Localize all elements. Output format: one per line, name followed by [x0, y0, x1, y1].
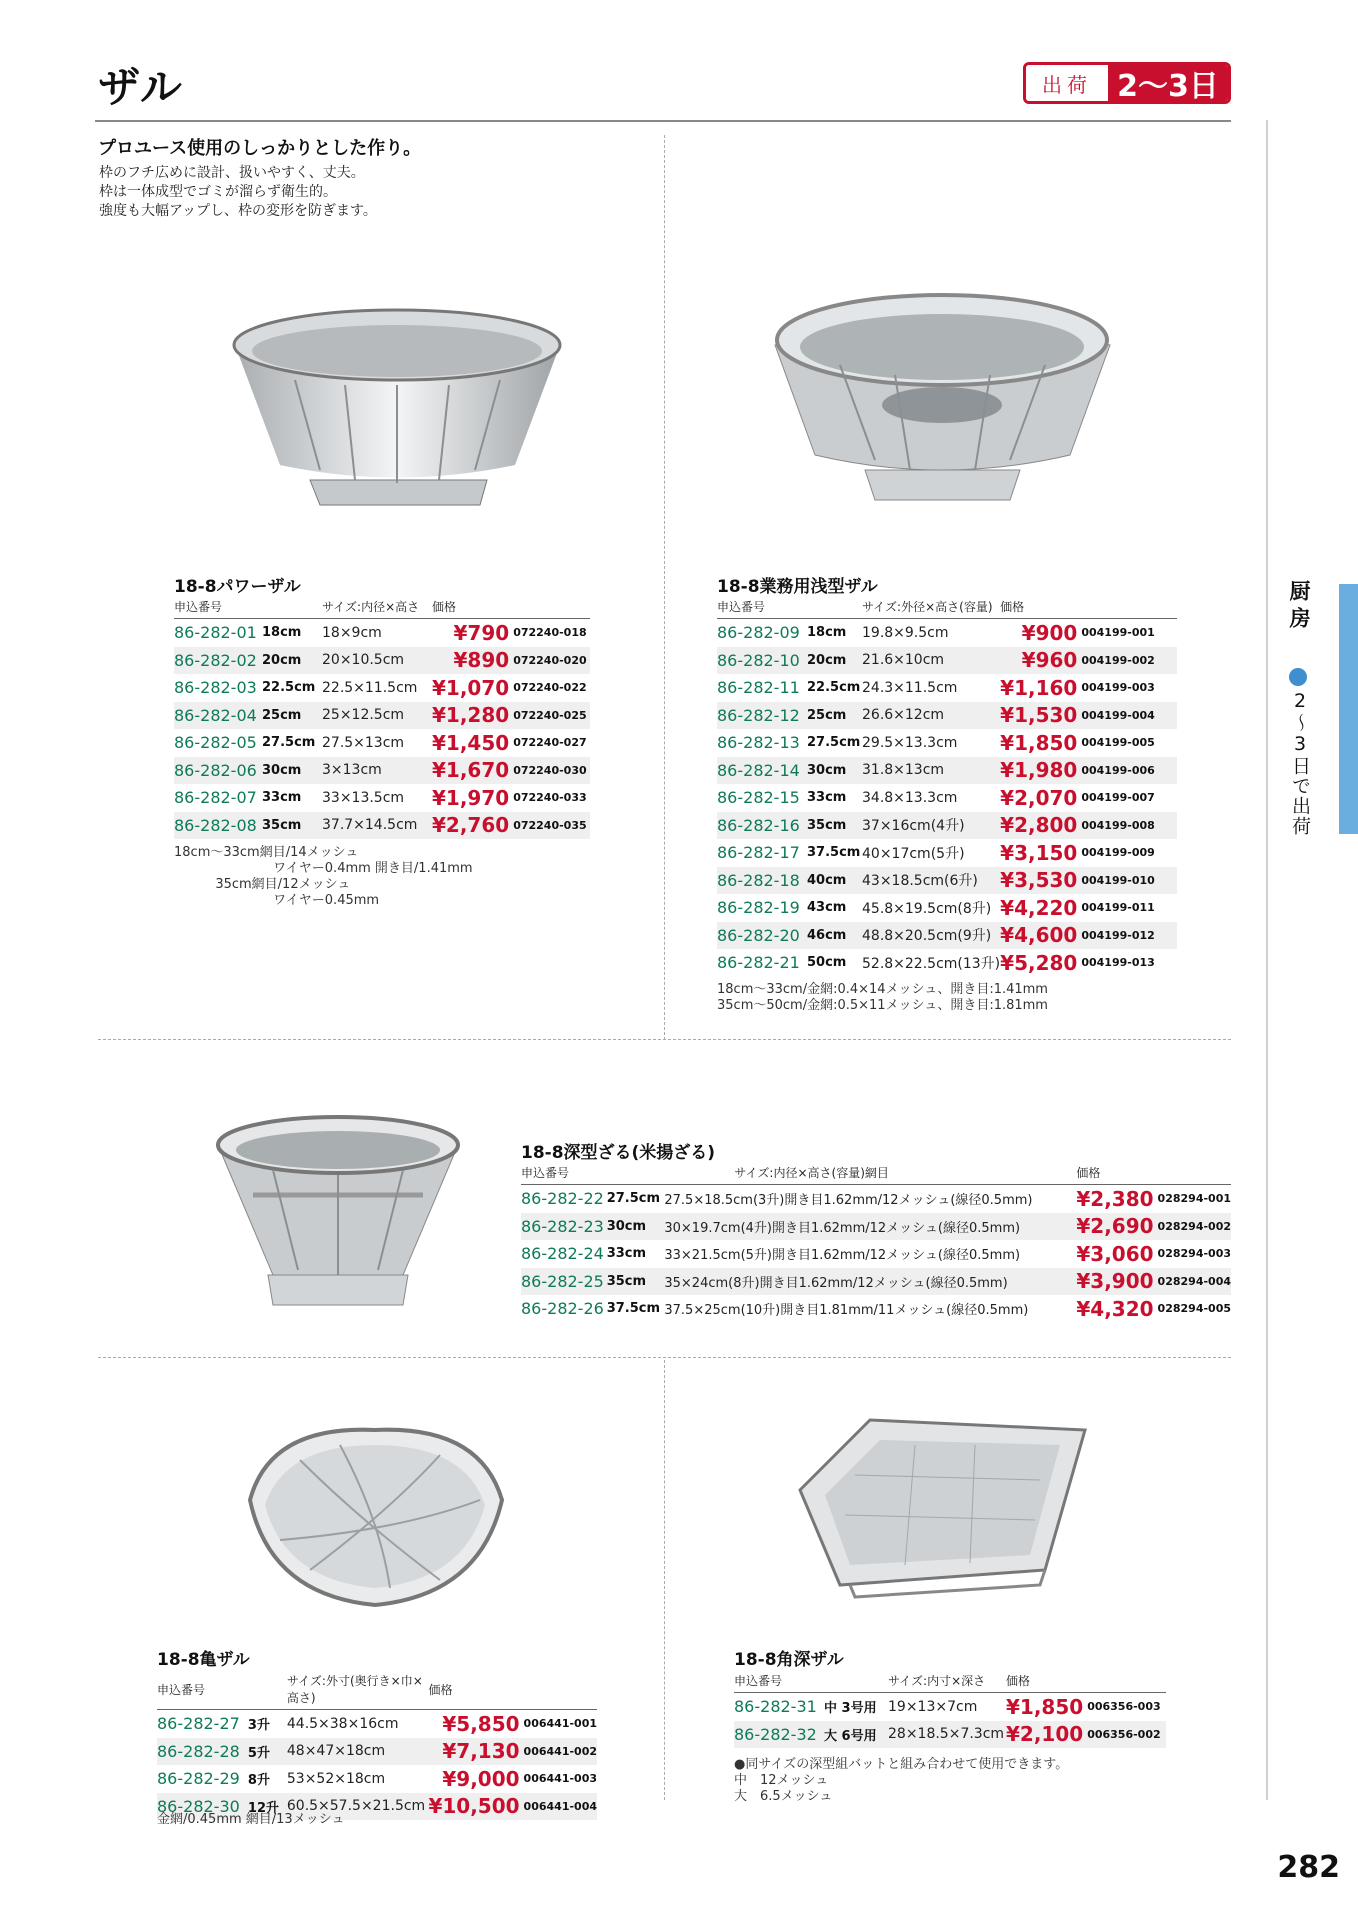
order-code: 86-282-27: [157, 1714, 240, 1734]
dimensions: 35×24cm(8升)開き目1.62mm/12メッシュ(線径0.5mm): [664, 1268, 1076, 1296]
order-code: 86-282-31: [734, 1697, 817, 1717]
column-divider-bottom: [664, 1360, 665, 1800]
size: 27.5cm: [807, 735, 861, 751]
product-code: 004199-013: [1081, 956, 1155, 970]
product-code: 004199-012: [1077, 922, 1177, 950]
dimensions: 53×52×18cm: [286, 1770, 386, 1787]
section-divider-2: [98, 1357, 1231, 1358]
size: 37.5cm: [606, 1301, 661, 1317]
product-code: 006441-004: [520, 1793, 597, 1821]
price: ¥2,380: [1076, 1186, 1154, 1211]
price: ¥960: [1000, 647, 1077, 675]
size: 大 6号用: [824, 1721, 888, 1749]
table-row: [157, 1738, 597, 1766]
price: ¥1,850: [1006, 1694, 1084, 1719]
size: 35cm: [262, 812, 322, 840]
header-dimensions: サイズ:内寸×深さ: [888, 1672, 1006, 1693]
order-code: 86-282-22: [521, 1189, 604, 1209]
size: 22.5cm: [807, 680, 861, 696]
table-row: [521, 1240, 1231, 1268]
product-code: 006356-003: [1087, 1700, 1161, 1714]
header-size: [824, 1672, 888, 1693]
square-colander-image: [795, 1415, 1090, 1600]
header-price: 価格: [1006, 1672, 1083, 1693]
product-code: 006356-002: [1083, 1721, 1166, 1749]
kame-colander-notes: 金網/0.45mm 網目/13メッシュ: [157, 1812, 345, 1827]
table-row: [174, 757, 590, 785]
order-code: 86-282-10: [717, 647, 807, 675]
dimensions: 27.5×18.5cm(3升)開き目1.62mm/12メッシュ(線径0.5mm): [664, 1193, 1033, 1209]
table-header-row: [717, 598, 1177, 619]
header-jan: [1154, 1164, 1231, 1185]
price: ¥3,900: [1076, 1269, 1154, 1294]
shipping-badge-label: 出荷: [1026, 65, 1108, 101]
price: ¥4,600: [1000, 923, 1078, 948]
price: ¥4,320: [1076, 1296, 1154, 1321]
product-code: 006441-001: [523, 1717, 597, 1731]
size: 50cm: [807, 955, 847, 971]
size: 40cm: [807, 867, 862, 895]
sidebar-category: 厨房: [1287, 580, 1311, 634]
header-jan: [1083, 1672, 1166, 1693]
size: 18cm: [262, 625, 302, 641]
header-dimensions: サイズ:内径×高さ(容量)網目: [664, 1164, 1076, 1185]
size: 30cm: [262, 757, 322, 785]
intro-headline: プロユース使用のしっかりとした作り。: [98, 138, 422, 159]
order-code: 86-282-20: [717, 922, 807, 950]
intro-line: 強度も大幅アップし、枠の変形を防ぎます。: [99, 203, 377, 219]
product-code: 004199-011: [1081, 901, 1155, 915]
order-code: 86-282-30: [157, 1793, 248, 1821]
table-row: [717, 894, 1177, 922]
header-size: [248, 1672, 287, 1710]
dimensions: 3×13cm: [322, 757, 432, 785]
product-code: 004199-003: [1081, 681, 1155, 695]
dimensions: 26.6×12cm: [862, 702, 1000, 730]
price: ¥900: [1021, 620, 1078, 645]
dimensions: 44.5×38×16cm: [286, 1715, 399, 1732]
price: ¥2,100: [1006, 1722, 1084, 1747]
order-code: 86-282-03: [174, 678, 257, 698]
price: ¥1,670: [432, 758, 510, 783]
header-price: 価格: [428, 1672, 519, 1710]
column-divider-top: [664, 135, 665, 1040]
size: 12升: [248, 1793, 287, 1821]
header-order-no: 申込番号: [157, 1672, 248, 1710]
price: ¥1,530: [1000, 703, 1078, 728]
order-code: 86-282-29: [157, 1769, 240, 1789]
table-row: [717, 729, 1177, 757]
table-row: [717, 757, 1177, 785]
order-code: 86-282-21: [717, 953, 800, 973]
header-order-no: 申込番号: [174, 598, 262, 619]
price: ¥5,280: [1000, 950, 1078, 975]
price: ¥1,280: [432, 703, 510, 728]
product-code: 004199-005: [1081, 736, 1155, 750]
order-code: 86-282-13: [717, 733, 800, 753]
sidebar-tab: [1339, 584, 1358, 834]
dimensions: 48.8×20.5cm(9升): [862, 922, 1000, 950]
order-code: 86-282-04: [174, 702, 262, 730]
size: 46cm: [807, 922, 862, 950]
table-row: [174, 702, 590, 730]
product-code: 004199-010: [1077, 867, 1177, 895]
price: ¥9,000: [442, 1766, 520, 1791]
header-jan: [520, 1672, 597, 1710]
table-header-row: [157, 1672, 597, 1710]
dimensions: 43×18.5cm(6升): [862, 867, 1000, 895]
table-row: [717, 619, 1177, 647]
dimensions: 52.8×22.5cm(13升): [862, 955, 1001, 972]
price: ¥1,970: [432, 785, 510, 810]
table-row: [521, 1213, 1231, 1241]
table-row: [521, 1268, 1231, 1296]
square-colander-notes: ●同サイズの深型組バットと組み合わせて使用できます。 中 12メッシュ 大 6.5メッシュ: [734, 1757, 1069, 1804]
order-code: 86-282-17: [717, 843, 800, 863]
product-code: 004199-001: [1081, 626, 1155, 640]
table-row: [717, 949, 1177, 977]
dimensions: 37.5×25cm(10升)開き目1.81mm/11メッシュ(線径0.5mm): [664, 1303, 1029, 1319]
table-header-row: [734, 1672, 1166, 1693]
dimensions: 37.7×14.5cm: [322, 812, 432, 840]
deep-colander-table: [521, 1164, 1231, 1323]
table-row: [174, 619, 590, 647]
table-row: [717, 647, 1177, 675]
dimensions: 33×13.5cm: [322, 789, 405, 806]
table-row: [174, 784, 590, 812]
price: ¥2,760: [432, 813, 510, 838]
table-row: [174, 647, 590, 675]
size: 25cm: [262, 702, 322, 730]
shipping-badge: [1023, 62, 1231, 104]
dimensions: 20×10.5cm: [322, 647, 432, 675]
dimensions: 24.3×11.5cm: [862, 679, 958, 696]
dimensions: 37×16cm(4升): [862, 812, 1000, 840]
sidebar-divider: [1266, 120, 1268, 1800]
size: 5升: [248, 1738, 287, 1766]
product-code: 072240-035: [509, 812, 590, 840]
table-row: [157, 1765, 597, 1793]
price: ¥3,530: [1000, 868, 1078, 893]
product-code: 004199-007: [1081, 791, 1155, 805]
product-code: 006441-002: [520, 1738, 597, 1766]
shallow-colander-table: [717, 598, 1177, 977]
dimensions: 45.8×19.5cm(8升): [862, 900, 992, 917]
table-header-row: [521, 1164, 1231, 1185]
deep-colander-title: 18-8深型ざる(米揚ざる): [521, 1143, 716, 1163]
price: ¥890: [432, 647, 509, 675]
header-price: 価格: [1076, 1164, 1153, 1185]
table-row: [521, 1185, 1231, 1213]
header-dimensions: サイズ:外寸(奥行き×巾×高さ): [287, 1672, 429, 1710]
product-code: 028294-005: [1157, 1302, 1231, 1316]
size: 43cm: [807, 900, 847, 916]
product-code: 028294-002: [1154, 1213, 1231, 1241]
order-code: 86-282-08: [174, 812, 262, 840]
product-code: 072240-025: [509, 702, 590, 730]
sidebar-shipping-label: 2〜3日で出荷: [1289, 690, 1311, 836]
dimensions: 30×19.7cm(4升)開き目1.62mm/12メッシュ(線径0.5mm): [664, 1213, 1076, 1241]
price: ¥1,980: [1000, 758, 1078, 783]
table-row: [174, 674, 590, 702]
order-code: 86-282-28: [157, 1738, 248, 1766]
order-code: 86-282-19: [717, 898, 800, 918]
size: 20cm: [262, 647, 322, 675]
kame-colander-table: [157, 1672, 597, 1820]
table-row: [174, 729, 590, 757]
order-code: 86-282-25: [521, 1268, 607, 1296]
table-row: [717, 922, 1177, 950]
shipping-dot-icon: [1289, 668, 1307, 686]
price: ¥5,850: [442, 1711, 520, 1736]
table-row: [717, 839, 1177, 867]
product-code: 072240-018: [513, 626, 587, 640]
order-code: 86-282-26: [521, 1299, 604, 1319]
order-code: 86-282-14: [717, 757, 807, 785]
product-code: 028294-001: [1157, 1192, 1231, 1206]
kame-colander-image: [240, 1420, 510, 1620]
size: 33cm: [807, 790, 847, 806]
size: 30cm: [807, 757, 862, 785]
product-code: 028294-004: [1154, 1268, 1231, 1296]
size: 8升: [247, 1773, 270, 1789]
dimensions: 19×13×7cm: [888, 1698, 978, 1715]
product-code: 004199-009: [1081, 846, 1155, 860]
table-row: [717, 867, 1177, 895]
size: 37.5cm: [807, 845, 861, 861]
product-code: 006441-003: [523, 1772, 597, 1786]
page-title: ザル: [98, 63, 184, 112]
table-row: [174, 812, 590, 840]
order-code: 86-282-18: [717, 867, 807, 895]
price: ¥3,150: [1000, 840, 1078, 865]
table-row: [521, 1295, 1231, 1323]
dimensions: 31.8×13cm: [862, 757, 1000, 785]
price: ¥1,160: [1000, 675, 1078, 700]
order-code: 86-282-23: [521, 1213, 607, 1241]
order-code: 86-282-24: [521, 1244, 604, 1264]
order-code: 86-282-01: [174, 623, 257, 643]
deep-colander-image: [213, 1110, 463, 1310]
price: ¥1,850: [1000, 730, 1078, 755]
dimensions: 18×9cm: [322, 624, 382, 641]
order-code: 86-282-15: [717, 788, 800, 808]
shallow-colander-notes: 18cm〜33cm/金網:0.4×14メッシュ、開き目:1.41mm 35cm〜50cm/金網:0.5×11メッシュ、開き目:1.81mm: [717, 982, 1048, 1013]
order-code: 86-282-02: [174, 647, 262, 675]
header-size: [262, 598, 322, 619]
table-row: [717, 812, 1177, 840]
header-dimensions: サイズ:外径×高さ(容量): [862, 598, 1000, 619]
header-order-no: 申込番号: [734, 1672, 824, 1693]
intro-line: 枠のフチ広めに設計、扱いやすく、丈夫。: [99, 165, 365, 181]
intro-line: 枠は一体成型でゴミが溜らず衛生的。: [99, 184, 337, 200]
header-size: [807, 598, 862, 619]
table-header-row: [174, 598, 590, 619]
order-code: 86-282-06: [174, 757, 262, 785]
price: ¥2,800: [1000, 813, 1078, 838]
header-order-no: 申込番号: [521, 1164, 607, 1185]
product-code: 072240-022: [513, 681, 587, 695]
size: 22.5cm: [262, 680, 316, 696]
size: 30cm: [607, 1213, 665, 1241]
page-number: 282: [1277, 1850, 1340, 1885]
dimensions: 19.8×9.5cm: [862, 624, 949, 641]
order-code: 86-282-07: [174, 788, 257, 808]
product-code: 004199-008: [1077, 812, 1177, 840]
product-code: 072240-027: [513, 736, 587, 750]
dimensions: 25×12.5cm: [322, 702, 432, 730]
price: ¥4,220: [1000, 895, 1078, 920]
price: ¥1,070: [432, 675, 510, 700]
header-price: 価格: [432, 598, 509, 619]
header-divider: [95, 120, 1231, 122]
dimensions: 27.5×13cm: [322, 734, 405, 751]
price: ¥10,500: [428, 1794, 520, 1819]
power-colander-title: 18-8パワーザル: [174, 577, 301, 597]
table-row: [157, 1710, 597, 1738]
price: ¥7,130: [428, 1738, 519, 1766]
power-colander-table: [174, 598, 590, 839]
size: 27.5cm: [262, 735, 316, 751]
product-code: 004199-006: [1077, 757, 1177, 785]
shipping-badge-days: 2〜3日: [1108, 65, 1228, 101]
size: 3升: [247, 1718, 270, 1734]
product-code: 072240-020: [509, 647, 590, 675]
header-size: [607, 1164, 665, 1185]
dimensions: 29.5×13.3cm: [862, 734, 958, 751]
size: 25cm: [807, 702, 862, 730]
section-divider-1: [98, 1039, 1231, 1040]
order-code: 86-282-32: [734, 1721, 824, 1749]
dimensions: 33×21.5cm(5升)開き目1.62mm/12メッシュ(線径0.5mm): [664, 1248, 1021, 1264]
order-code: 86-282-16: [717, 812, 807, 840]
product-code: 072240-030: [509, 757, 590, 785]
dimensions: 60.5×57.5×21.5cm: [287, 1793, 429, 1821]
power-colander-notes: 18cm〜33cm網目/14メッシュ ワイヤー0.4mm 開き目/1.41mm 35cm網目/12メッシュ ワイヤー0.45mm: [174, 845, 473, 908]
table-row: [717, 674, 1177, 702]
size: 20cm: [807, 647, 862, 675]
square-colander-table: [734, 1672, 1166, 1748]
header-jan: [509, 598, 590, 619]
size: 33cm: [262, 790, 302, 806]
price: ¥1,450: [432, 730, 510, 755]
price: ¥790: [453, 620, 510, 645]
dimensions: 22.5×11.5cm: [322, 679, 418, 696]
price: ¥2,690: [1076, 1214, 1154, 1239]
kame-colander-title: 18-8亀ザル: [157, 1650, 250, 1670]
product-code: 028294-003: [1157, 1247, 1231, 1261]
size: 18cm: [807, 625, 847, 641]
order-code: 86-282-05: [174, 733, 257, 753]
price: ¥3,060: [1076, 1241, 1154, 1266]
header-jan: [1077, 598, 1177, 619]
order-code: 86-282-12: [717, 702, 807, 730]
product-code: 004199-002: [1077, 647, 1177, 675]
product-code: 004199-004: [1077, 702, 1177, 730]
table-row: [717, 702, 1177, 730]
header-price: 価格: [1000, 598, 1077, 619]
table-row: [717, 784, 1177, 812]
shallow-colander-image: [770, 285, 1115, 515]
dimensions: 48×47×18cm: [287, 1738, 429, 1766]
header-order-no: 申込番号: [717, 598, 807, 619]
size: 中 3号用: [824, 1701, 877, 1717]
power-colander-image: [225, 285, 570, 515]
header-dimensions: サイズ:内径×高さ: [322, 598, 432, 619]
dimensions: 34.8×13.3cm: [862, 789, 958, 806]
table-row: [734, 1721, 1166, 1749]
size: 35cm: [807, 812, 862, 840]
dimensions: 28×18.5×7.3cm: [888, 1721, 1006, 1749]
dimensions: 40×17cm(5升): [862, 845, 965, 862]
product-code: 072240-033: [513, 791, 587, 805]
size: 27.5cm: [606, 1191, 661, 1207]
shallow-colander-title: 18-8業務用浅型ザル: [717, 577, 878, 597]
square-colander-title: 18-8角深ザル: [734, 1650, 844, 1670]
dimensions: 21.6×10cm: [862, 647, 1000, 675]
table-row: [734, 1693, 1166, 1721]
order-code: 86-282-09: [717, 623, 800, 643]
intro-description: [99, 164, 377, 221]
size: 33cm: [606, 1246, 647, 1262]
price: ¥2,070: [1000, 785, 1078, 810]
size: 35cm: [607, 1268, 665, 1296]
order-code: 86-282-11: [717, 678, 800, 698]
